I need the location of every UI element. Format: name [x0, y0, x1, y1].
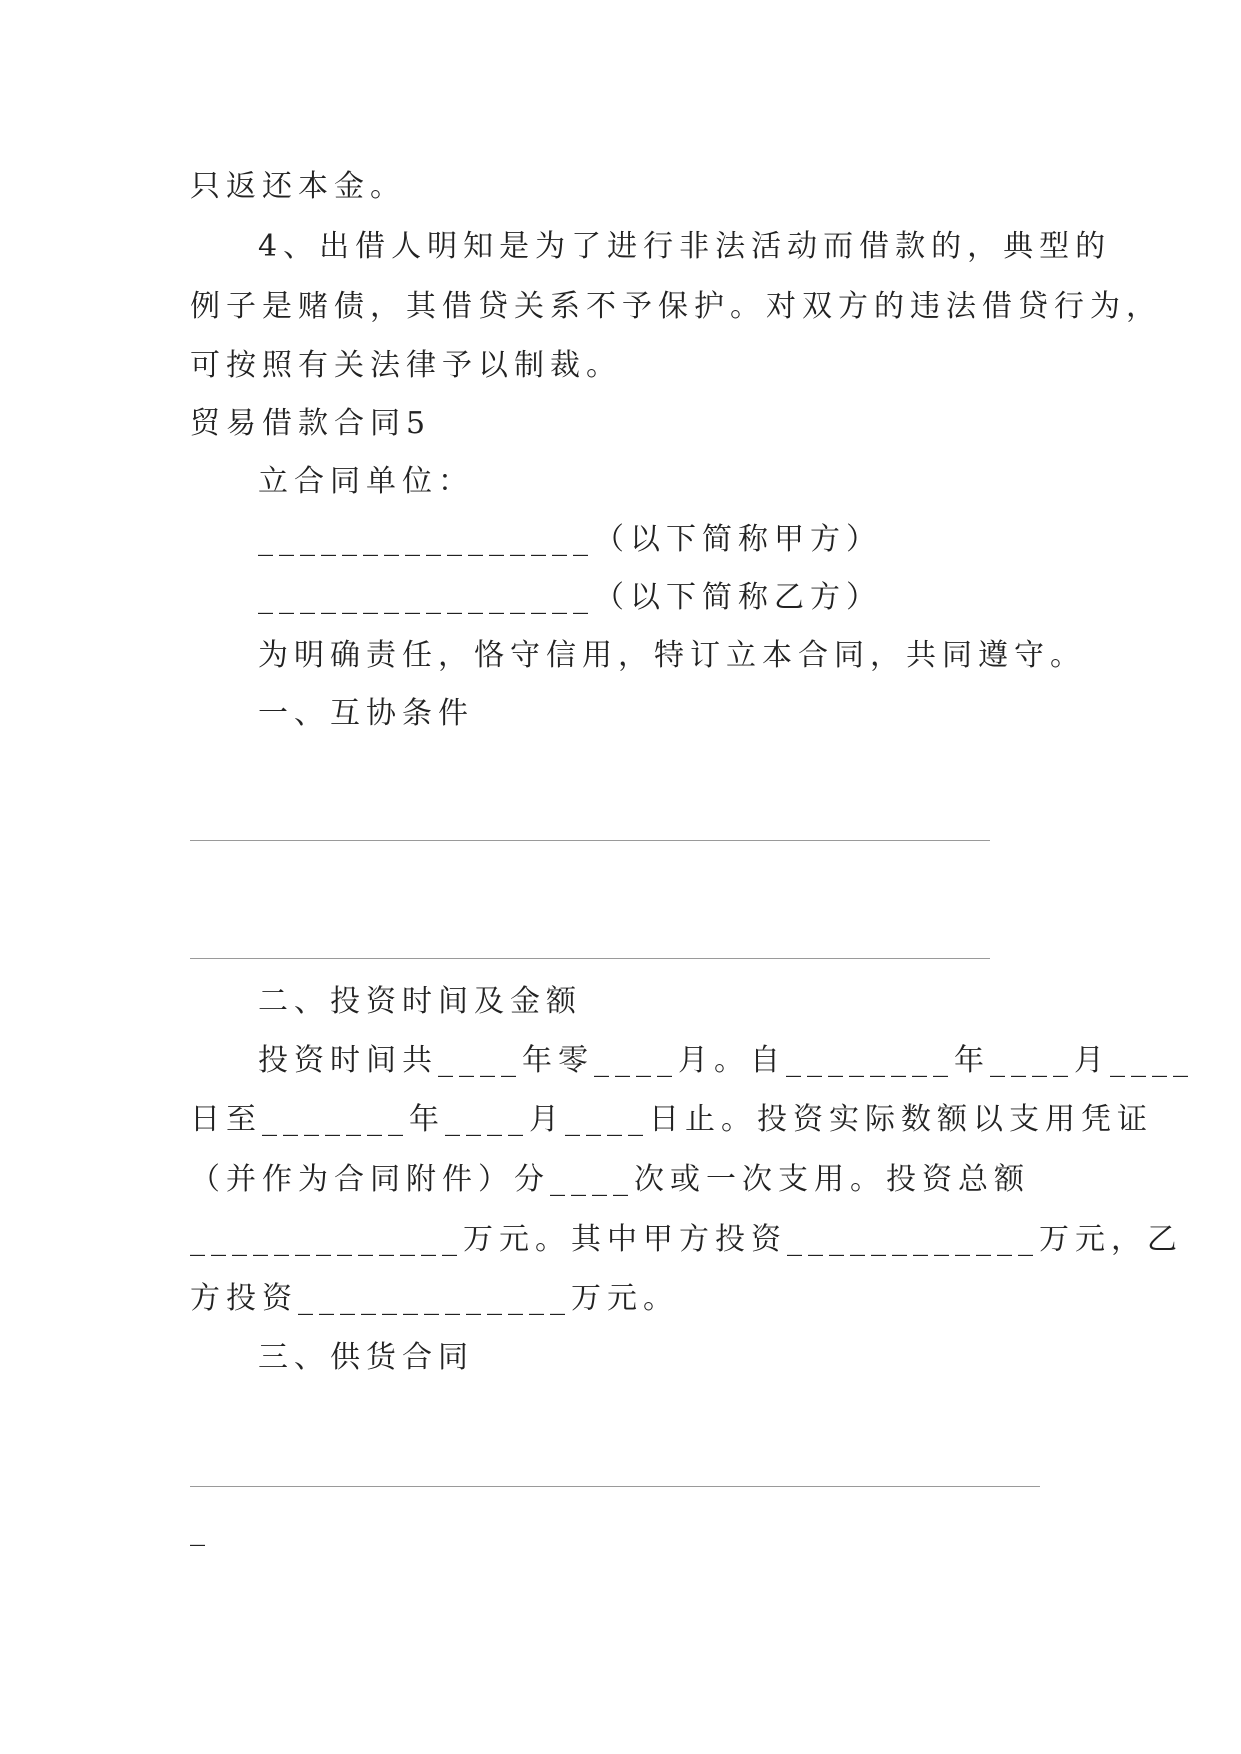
contract-heading: 贸易借款合同5 [190, 406, 432, 441]
text-line: 可按照有关法律予以制裁。 [190, 348, 622, 383]
text-line: 方投资_____________万元。 [190, 1281, 679, 1316]
preamble-line: 为明确责任，恪守信用，特订立本合同，共同遵守。 [258, 638, 1086, 673]
paragraph-line: 投资时间共____年零____月。自________年____月____ [258, 1043, 1194, 1078]
blank-fill-line [190, 840, 990, 841]
section-heading: 一、互协条件 [258, 696, 474, 731]
text-line: 例子是赌债，其借贷关系不予保护。对双方的违法借贷行为， [190, 289, 1162, 324]
text-line: （并作为合同附件）分____次或一次支用。投资总额 [190, 1162, 1030, 1197]
paragraph-line: 4、出借人明知是为了进行非法活动而借款的，典型的 [258, 229, 1112, 264]
section-heading: 二、投资时间及金额 [258, 984, 582, 1019]
section-heading: 三、供货合同 [258, 1340, 474, 1375]
text-line: 日至_______年____月____日止。投资实际数额以支用凭证 [190, 1102, 1153, 1137]
parties-label: 立合同单位： [258, 464, 474, 499]
blank-fill-line [190, 958, 990, 959]
blank-fill-line [190, 1486, 1040, 1487]
text-line: 只返还本金。 [190, 169, 406, 204]
text-line: _____________万元。其中甲方投资____________万元，乙 [190, 1222, 1183, 1257]
party-b-line: ________________（以下简称乙方） [258, 580, 882, 615]
party-a-line: ________________（以下简称甲方） [258, 522, 882, 557]
text-line: _ [190, 1512, 211, 1547]
